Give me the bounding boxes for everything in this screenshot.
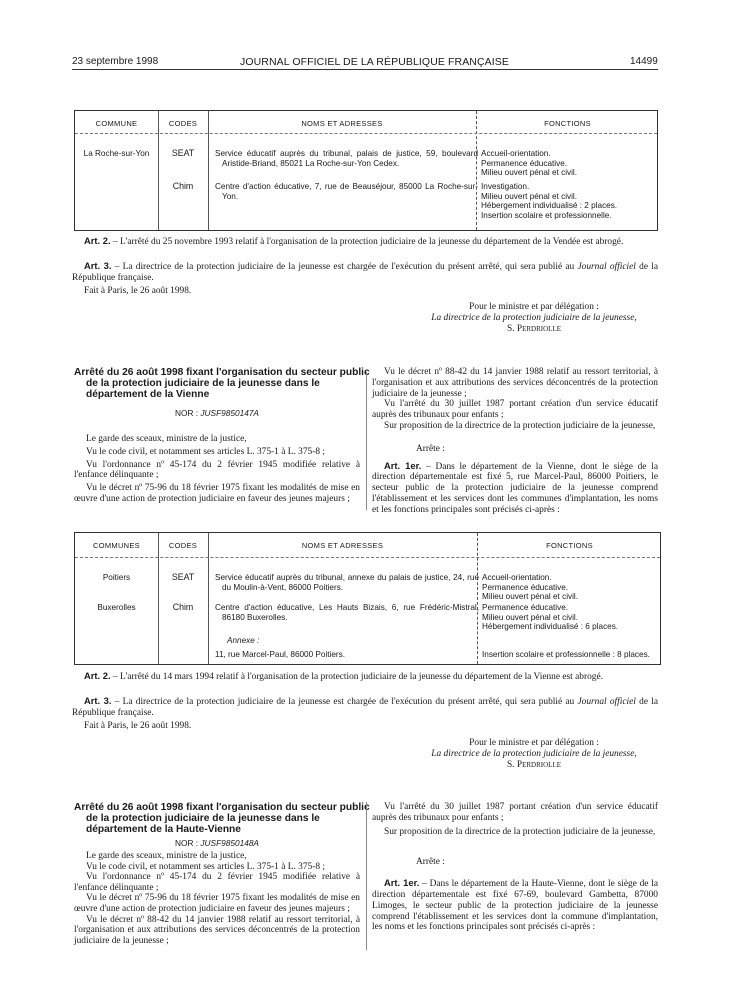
- table-cell-functions: [482, 603, 660, 632]
- preamble-paragraph: Vu le décret nº 75-96 du 18 février 1975 fixant les modalités de mise en œuvre d'une action de protection judiciaire en faveur des jeunes majeurs ;: [74, 483, 360, 504]
- nor-code: JUSF9850147A: [200, 408, 259, 418]
- signature-title: La directrice de la protection judiciaire de la jeunesse,: [431, 748, 637, 759]
- arrete-label: Arrête :: [416, 443, 445, 454]
- article-label: Art. 2.: [84, 235, 111, 246]
- preamble-paragraph: Vu le décret nº 88-42 du 14 janvier 1988 relatif au ressort territorial, à l'organisation et aux attributions des services déconcentrés de la protection judiciaire de la jeunesse ;: [74, 914, 360, 946]
- signature-block: [400, 738, 668, 770]
- table-cell-functions: [481, 182, 656, 220]
- column-divider: [208, 533, 209, 664]
- preamble-paragraph: Vu le code civil, et notamment ses articles L. 375-1 à L. 375-8 ;: [86, 861, 325, 872]
- column-header-noms-adresses: NOMS ET ADRESSES: [301, 119, 383, 128]
- preamble-paragraph: Le garde des sceaux, ministre de la justice,: [86, 851, 247, 861]
- function-item: Accueil-orientation.: [481, 149, 551, 158]
- column-divider: [476, 111, 477, 230]
- header-divider: [75, 557, 660, 558]
- function-item: Milieu ouvert pénal et civil.: [482, 592, 579, 602]
- table-cell-commune: Poitiers: [102, 573, 131, 582]
- article-1-vienne: [372, 461, 658, 516]
- preamble-paragraph: Vu l'ordonnance nº 45-174 du 2 février 1945 modifiée relative à l'enfance délinquante ;: [74, 459, 360, 481]
- header-rule: [72, 69, 658, 70]
- table-cell-address: Centre d'action éducative, 7, rue de Beauséjour, 85000 La Roche-sur-Yon.: [215, 182, 478, 201]
- nor-reference: [74, 838, 360, 848]
- article-label: Art. 3.: [84, 260, 112, 271]
- nor-label: NOR :: [175, 408, 201, 418]
- table-vienne: [74, 532, 661, 665]
- column-header-fonctions: FONCTIONS: [544, 119, 591, 128]
- column-divider: [158, 111, 159, 230]
- article-label: Art. 2.: [84, 670, 111, 681]
- function-item: Hébergement individualisé : 6 places.: [482, 622, 619, 632]
- article-3-vendee: [72, 261, 658, 284]
- function-item: Milieu ouvert pénal et civil.: [481, 168, 578, 178]
- preamble-paragraph: Sur proposition de la directrice de la protection judiciaire de la jeunesse,: [384, 420, 656, 431]
- table-cell-code: Chim: [172, 181, 194, 191]
- right-column-haute-vienne: [372, 802, 658, 933]
- table-cell-address: Service éducatif auprès du tribunal, annexe du palais de justice, 24, rue du Moulin-à-Vent, 86000 Poitiers.: [215, 573, 479, 592]
- table-cell-code: SEAT: [171, 148, 195, 158]
- preamble-paragraph: Vu l'arrêté du 30 juillet 1987 portant création d'un service éducatif auprès des tribunaux pour enfants ;: [372, 399, 658, 421]
- table-vendee: [74, 110, 658, 231]
- column-header-commune: COMMUNE: [95, 119, 138, 128]
- journal-officiel-italic: Journal officiel: [577, 262, 636, 272]
- signature-name: S. Perdriolle: [507, 323, 561, 334]
- article-text: de la République française.: [72, 697, 658, 718]
- article-label: Art. 3.: [84, 695, 112, 706]
- preamble-paragraph: Sur proposition de la directrice de la protection judiciaire de la jeunesse,: [384, 826, 656, 837]
- column-header-codes: CODES: [168, 119, 198, 128]
- journal-officiel-italic: Journal officiel: [577, 697, 636, 707]
- article-2-vienne: [72, 671, 658, 683]
- article-text: – Dans le département de la Vienne, dont le siège de la direction départementale est fixé 5, rue Marcel-Paul, 86000 Poitiers, le secteur public de la protection judiciaire de la jeunesse comprend l'établissement et les services dont les communes d'implantation, les noms et les fonctions principales sont précisés ci-après :: [372, 461, 658, 515]
- nor-code: JUSF9850148A: [200, 838, 259, 848]
- preamble-paragraph: Vu le décret nº 88-42 du 14 janvier 1988 relatif au ressort territorial, à l'organisation et aux attributions des services déconcentrés de la protection judiciaire de la jeunesse ;: [372, 367, 658, 399]
- function-item: Accueil-orientation.: [482, 573, 552, 582]
- table-cell-address: Centre d'action éducative, Les Hauts Bizais, 6, rue Frédéric-Mistral, 86180 Buxerolles.: [215, 603, 479, 622]
- arrete-label: Arrête :: [416, 857, 445, 868]
- preamble-paragraph: Vu l'ordonnance nº 45-174 du 2 février 1945 modifiée relative à l'enfance délinquante ;: [74, 872, 360, 893]
- signature-block: [400, 302, 668, 334]
- column-divider: [208, 111, 209, 230]
- article-text: de la République française.: [72, 262, 658, 283]
- article-text: – La directrice de la protection judiciaire de la jeunesse est chargée de l'exécution du présent arrêté, qui sera publié au: [111, 262, 578, 272]
- header-divider: [75, 133, 657, 134]
- annexe-address: 11, rue Marcel-Paul, 86000 Poitiers.: [215, 650, 346, 659]
- function-item: Insertion scolaire et professionnelle.: [481, 210, 612, 220]
- left-column-vienne: [74, 434, 360, 505]
- column-separator: [366, 802, 367, 950]
- table-cell-functions: [481, 149, 656, 178]
- article-3-vienne: [72, 696, 658, 719]
- column-divider: [477, 533, 478, 664]
- column-separator: [366, 372, 367, 510]
- signature-delegation: Pour le ministre et par délégation :: [469, 302, 599, 312]
- article-text: – L'arrêté du 14 mars 1994 relatif à l'organisation de la protection judiciaire de la jeunesse du département de la Vienne est abrogé.: [110, 672, 603, 682]
- nor-label: NOR :: [175, 838, 201, 848]
- preamble-paragraph: Vu le décret nº 75-96 du 18 février 1975 fixant les modalités de mise en œuvre d'une action de protection judiciaire en faveur des jeunes majeurs ;: [74, 893, 360, 914]
- article-label: Art. 1er.: [384, 877, 420, 889]
- column-header-noms-adresses: NOMS ET ADRESSES: [301, 541, 384, 550]
- table-cell-commune: Buxerolles: [97, 603, 136, 612]
- function-item: Permanence éducative.: [482, 603, 569, 612]
- nor-reference: [74, 408, 360, 418]
- function-item: Hébergement individualisé : 2 places.: [481, 201, 618, 211]
- function-item: Milieu ouvert pénal et civil.: [481, 191, 578, 201]
- fait-a-paris: Fait à Paris, le 26 août 1998.: [84, 286, 192, 296]
- preamble-paragraph: Vu l'arrêté du 30 juillet 1987 portant création d'un service éducatif auprès des tribunaux pour enfants ;: [372, 802, 658, 823]
- column-header-fonctions: FONCTIONS: [546, 541, 593, 550]
- preamble-paragraph: Vu le code civil, et notamment ses articles L. 375-1 à L. 375-8 ;: [86, 446, 325, 457]
- header-date: 23 septembre 1998: [72, 56, 159, 67]
- table-cell-code: SEAT: [171, 572, 195, 582]
- page-number: 14499: [630, 56, 658, 67]
- decree-title-vienne: Arrêté du 26 août 1998 fixant l'organisation du secteur public de la protection judiciaire de la jeunesse dans le département de la Vienne: [74, 367, 370, 401]
- function-item: Investigation.: [481, 182, 530, 191]
- fait-a-paris: Fait à Paris, le 26 août 1998.: [84, 721, 192, 731]
- signature-name: S. Perdriolle: [507, 759, 561, 770]
- article-2-vendee: [72, 236, 658, 248]
- table-cell-code: Chim: [172, 602, 194, 612]
- column-divider: [158, 533, 159, 664]
- annexe-function: Insertion scolaire et professionnelle : 8 places.: [482, 650, 650, 659]
- annexe-label: Annexe :: [227, 636, 260, 645]
- column-header-codes: CODES: [168, 541, 198, 550]
- article-1-haute-vienne: [372, 878, 658, 933]
- table-cell-functions: [482, 573, 660, 602]
- article-text: – La directrice de la protection judiciaire de la jeunesse est chargée de l'exécution du présent arrêté, qui sera publié au: [111, 697, 578, 707]
- function-item: Permanence éducative.: [481, 158, 568, 168]
- column-header-communes: COMMUNES: [93, 541, 140, 550]
- signature-delegation: Pour le ministre et par délégation :: [469, 738, 599, 748]
- table-cell-commune: La Roche-sur-Yon: [83, 149, 150, 158]
- article-label: Art. 1er.: [384, 459, 422, 471]
- article-text: – L'arrêté du 25 novembre 1993 relatif à l'organisation de la protection judiciaire de la jeunesse du département de la Vendée est abrogé.: [110, 237, 624, 247]
- article-text: – Dans le département de la Haute-Vienne, dont le siège de la direction départementale est fixé 67-69, boulevard Gambetta, 87000 Limoges, le secteur public de la protection judiciaire de la jeunesse comprend l'établissement et les services dont la commune d'implantation, les noms et les fonctions principales sont précisés ci-après :: [372, 879, 658, 933]
- function-item: Permanence éducative.: [482, 582, 569, 592]
- signature-title: La directrice de la protection judiciaire de la jeunesse,: [431, 312, 637, 323]
- journal-title: JOURNAL OFFICIEL DE LA RÉPUBLIQUE FRANÇAISE: [240, 56, 509, 68]
- right-column-vienne: [372, 367, 658, 516]
- left-column-haute-vienne: [74, 851, 360, 946]
- decree-title-haute-vienne: Arrêté du 26 août 1998 fixant l'organisation du secteur public de la protection judiciaire de la jeunesse dans le département de la Haute-Vienne: [74, 802, 370, 836]
- preamble-paragraph: Le garde des sceaux, ministre de la justice,: [86, 434, 247, 444]
- function-item: Milieu ouvert pénal et civil.: [482, 612, 579, 622]
- table-cell-address: Service éducatif auprès du tribunal, palais de justice, 59, boulevard Aristide-Briand, 85021 La Roche-sur-Yon Cedex.: [215, 149, 478, 168]
